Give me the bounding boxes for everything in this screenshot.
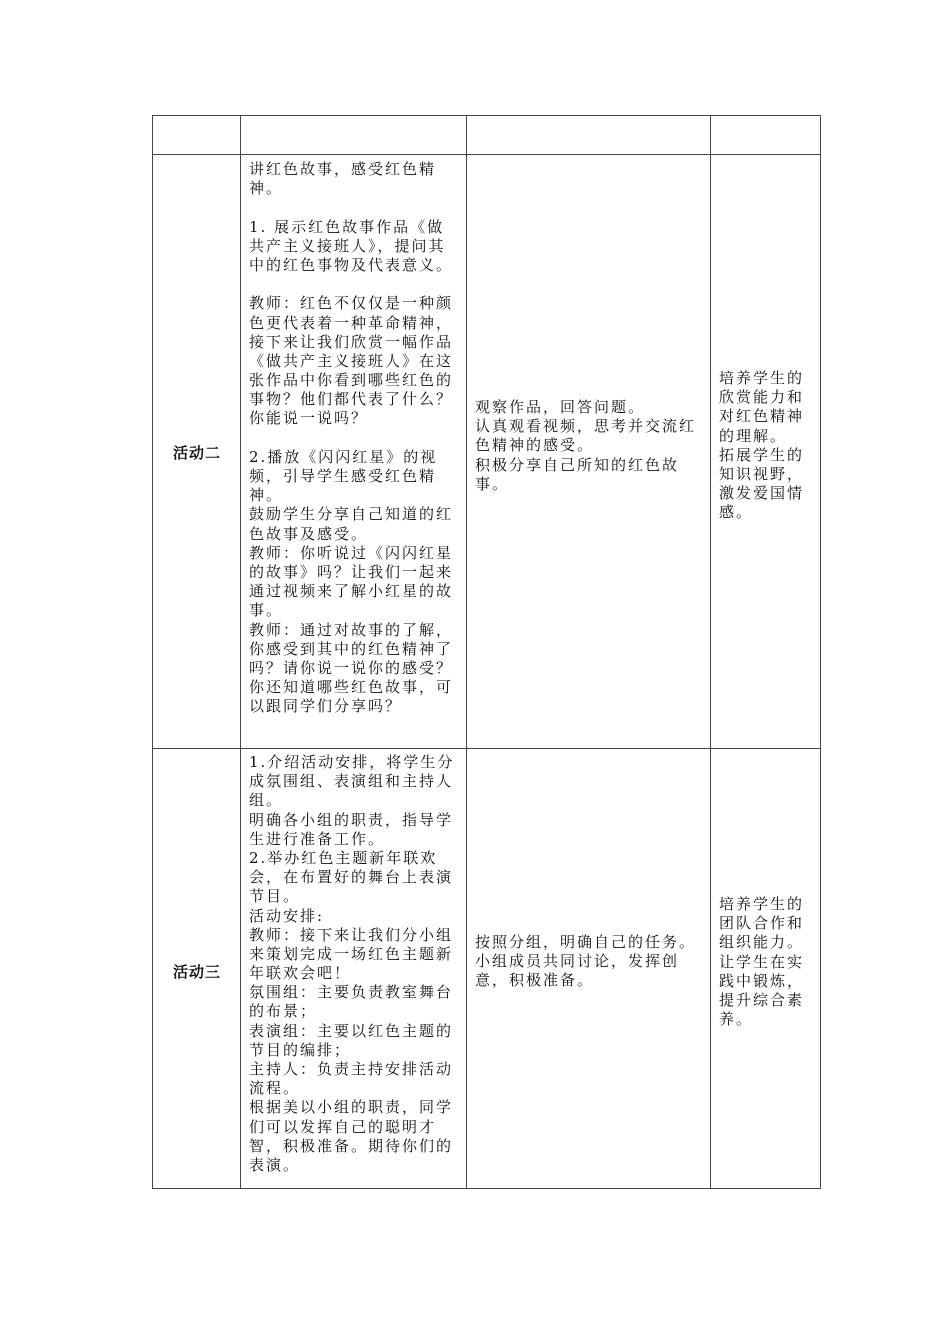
column-divider: [710, 116, 711, 1188]
text-line: 知识视野，: [719, 464, 805, 483]
text-line: 按照分组，明确自己的任务。: [475, 933, 697, 951]
row-divider: [153, 154, 820, 155]
text-line: 色故事及感受。: [249, 524, 369, 543]
text-line: 让学生在实: [719, 952, 805, 971]
text-line: 1. 展示红色故事作品《做: [249, 217, 445, 236]
text-line: 教师：接下来让我们分小组: [249, 925, 454, 944]
text-line: 活动安排:: [249, 906, 325, 925]
text-line: 对红色精神: [719, 407, 805, 426]
text-line: 来策划完成一场红色主题新: [249, 944, 454, 963]
text-line: 神。: [249, 179, 284, 198]
activity-label: 活动三: [172, 963, 221, 981]
text-line: 培养学生的: [719, 369, 805, 387]
text-line: 2.举办红色主题新年联欢: [249, 848, 438, 867]
text-line: 感。: [719, 503, 754, 522]
column-divider: [240, 116, 241, 1188]
text-line: 《做共产主义接班人》在这: [249, 351, 454, 370]
text-line: 你还知道哪些红色故事，可: [249, 678, 454, 697]
text-line: 激发爱国情: [719, 484, 805, 503]
student-activity-cell: [475, 933, 708, 991]
text-line: 神。: [249, 486, 284, 505]
text-line: 张作品中你看到哪些红色的: [249, 371, 454, 390]
text-line: 团队合作和: [719, 914, 805, 933]
text-line: 流程。: [249, 1079, 301, 1098]
text-line: 事。: [475, 474, 510, 493]
text-line: 共产主义接班人》，提问其: [249, 236, 446, 255]
text-line: 表演。: [249, 1155, 301, 1174]
text-line: 认真观看视频，思考并交流红: [475, 417, 697, 436]
text-line: 培养学生的: [719, 895, 805, 913]
text-line: 年联欢会吧！: [249, 964, 352, 983]
text-line: 拓展学生的: [719, 445, 805, 464]
text-line: 2.播放《闪闪红星》的视: [249, 447, 438, 466]
text-line: 积极分享自己所知的红色故: [475, 455, 680, 474]
text-line: 践中锻炼，: [719, 971, 805, 990]
text-line: 教师：通过对故事的了解，: [249, 620, 454, 639]
text-line: 组。: [249, 791, 284, 810]
text-line: 频，引导学生感受红色精: [249, 467, 437, 485]
design-intent-cell: [719, 895, 819, 1029]
teacher-activity-cell: [249, 160, 464, 716]
text-line: 的布景；: [249, 1002, 318, 1021]
text-line: 欣赏能力和: [719, 388, 805, 407]
text-line: 主持人：负责主持安排活动: [249, 1060, 454, 1078]
text-line: 以跟同学们分享吗？: [249, 697, 403, 716]
text-line: 讲红色故事，感受红色精: [249, 160, 437, 178]
row-divider: [153, 748, 820, 749]
text-line: 通过视频来了解小红星的故: [249, 582, 454, 601]
text-line: 表演组：主要以红色主题的: [249, 1021, 454, 1040]
text-line: 鼓励学生分享自己知道的红: [249, 505, 454, 524]
text-line: 事。: [249, 601, 284, 620]
text-line: 根据美以小组的职责，同学: [249, 1098, 454, 1117]
text-line: 你感受到其中的红色精神了: [249, 639, 454, 658]
text-line: 中的红色事物及代表意义。: [249, 255, 454, 274]
text-line: 教师：你听说过《闪闪红星: [249, 543, 454, 562]
text-line: 提升综合素: [719, 990, 805, 1009]
blank-line: [249, 275, 464, 294]
text-line: 生进行准备工作。: [249, 829, 386, 848]
text-line: 氛围组：主要负责教室舞台: [249, 983, 454, 1002]
text-line: 意，积极准备。: [475, 971, 595, 990]
student-activity-cell: [475, 398, 708, 494]
text-line: 节目。: [249, 887, 301, 906]
text-line: 接下来让我们欣赏一幅作品: [249, 332, 454, 351]
teacher-activity-cell: [249, 753, 464, 1175]
text-line: 事物？他们都代表了什么？: [249, 390, 454, 409]
text-line: 小组成员共同讨论，发挥创: [475, 952, 680, 971]
text-line: 吗？请你说一说你的感受？: [249, 658, 454, 677]
text-line: 节目的编排；: [249, 1040, 352, 1059]
text-line: 色精神的感受。: [475, 436, 595, 455]
text-line: 观察作品，回答问题。: [475, 398, 646, 416]
text-line: 成氛围组、表演组和主持人: [249, 772, 454, 791]
text-line: 的理解。: [719, 426, 788, 445]
text-line: 智，积极准备。期待你们的: [249, 1136, 454, 1155]
text-line: 们可以发挥自己的聪明才: [249, 1117, 437, 1136]
text-line: 会，在布置好的舞台上表演: [249, 868, 454, 887]
lesson-table: [152, 115, 821, 1189]
column-divider: [466, 116, 467, 1188]
text-line: 1.介绍活动安排，将学生分: [249, 753, 455, 771]
text-line: 组织能力。: [719, 933, 805, 952]
blank-line: [249, 198, 464, 217]
activity-label: 活动二: [172, 444, 221, 462]
text-line: 你能说一说吗？: [249, 409, 369, 428]
design-intent-cell: [719, 369, 819, 523]
text-line: 教师：红色不仅仅是一种颜: [249, 294, 454, 313]
text-line: 色更代表着一种革命精神，: [249, 313, 454, 332]
text-line: 明确各小组的职责，指导学: [249, 810, 454, 829]
text-line: 的故事》吗？让我们一起来: [249, 562, 454, 581]
text-line: 养。: [719, 1010, 754, 1029]
blank-line: [249, 429, 464, 448]
